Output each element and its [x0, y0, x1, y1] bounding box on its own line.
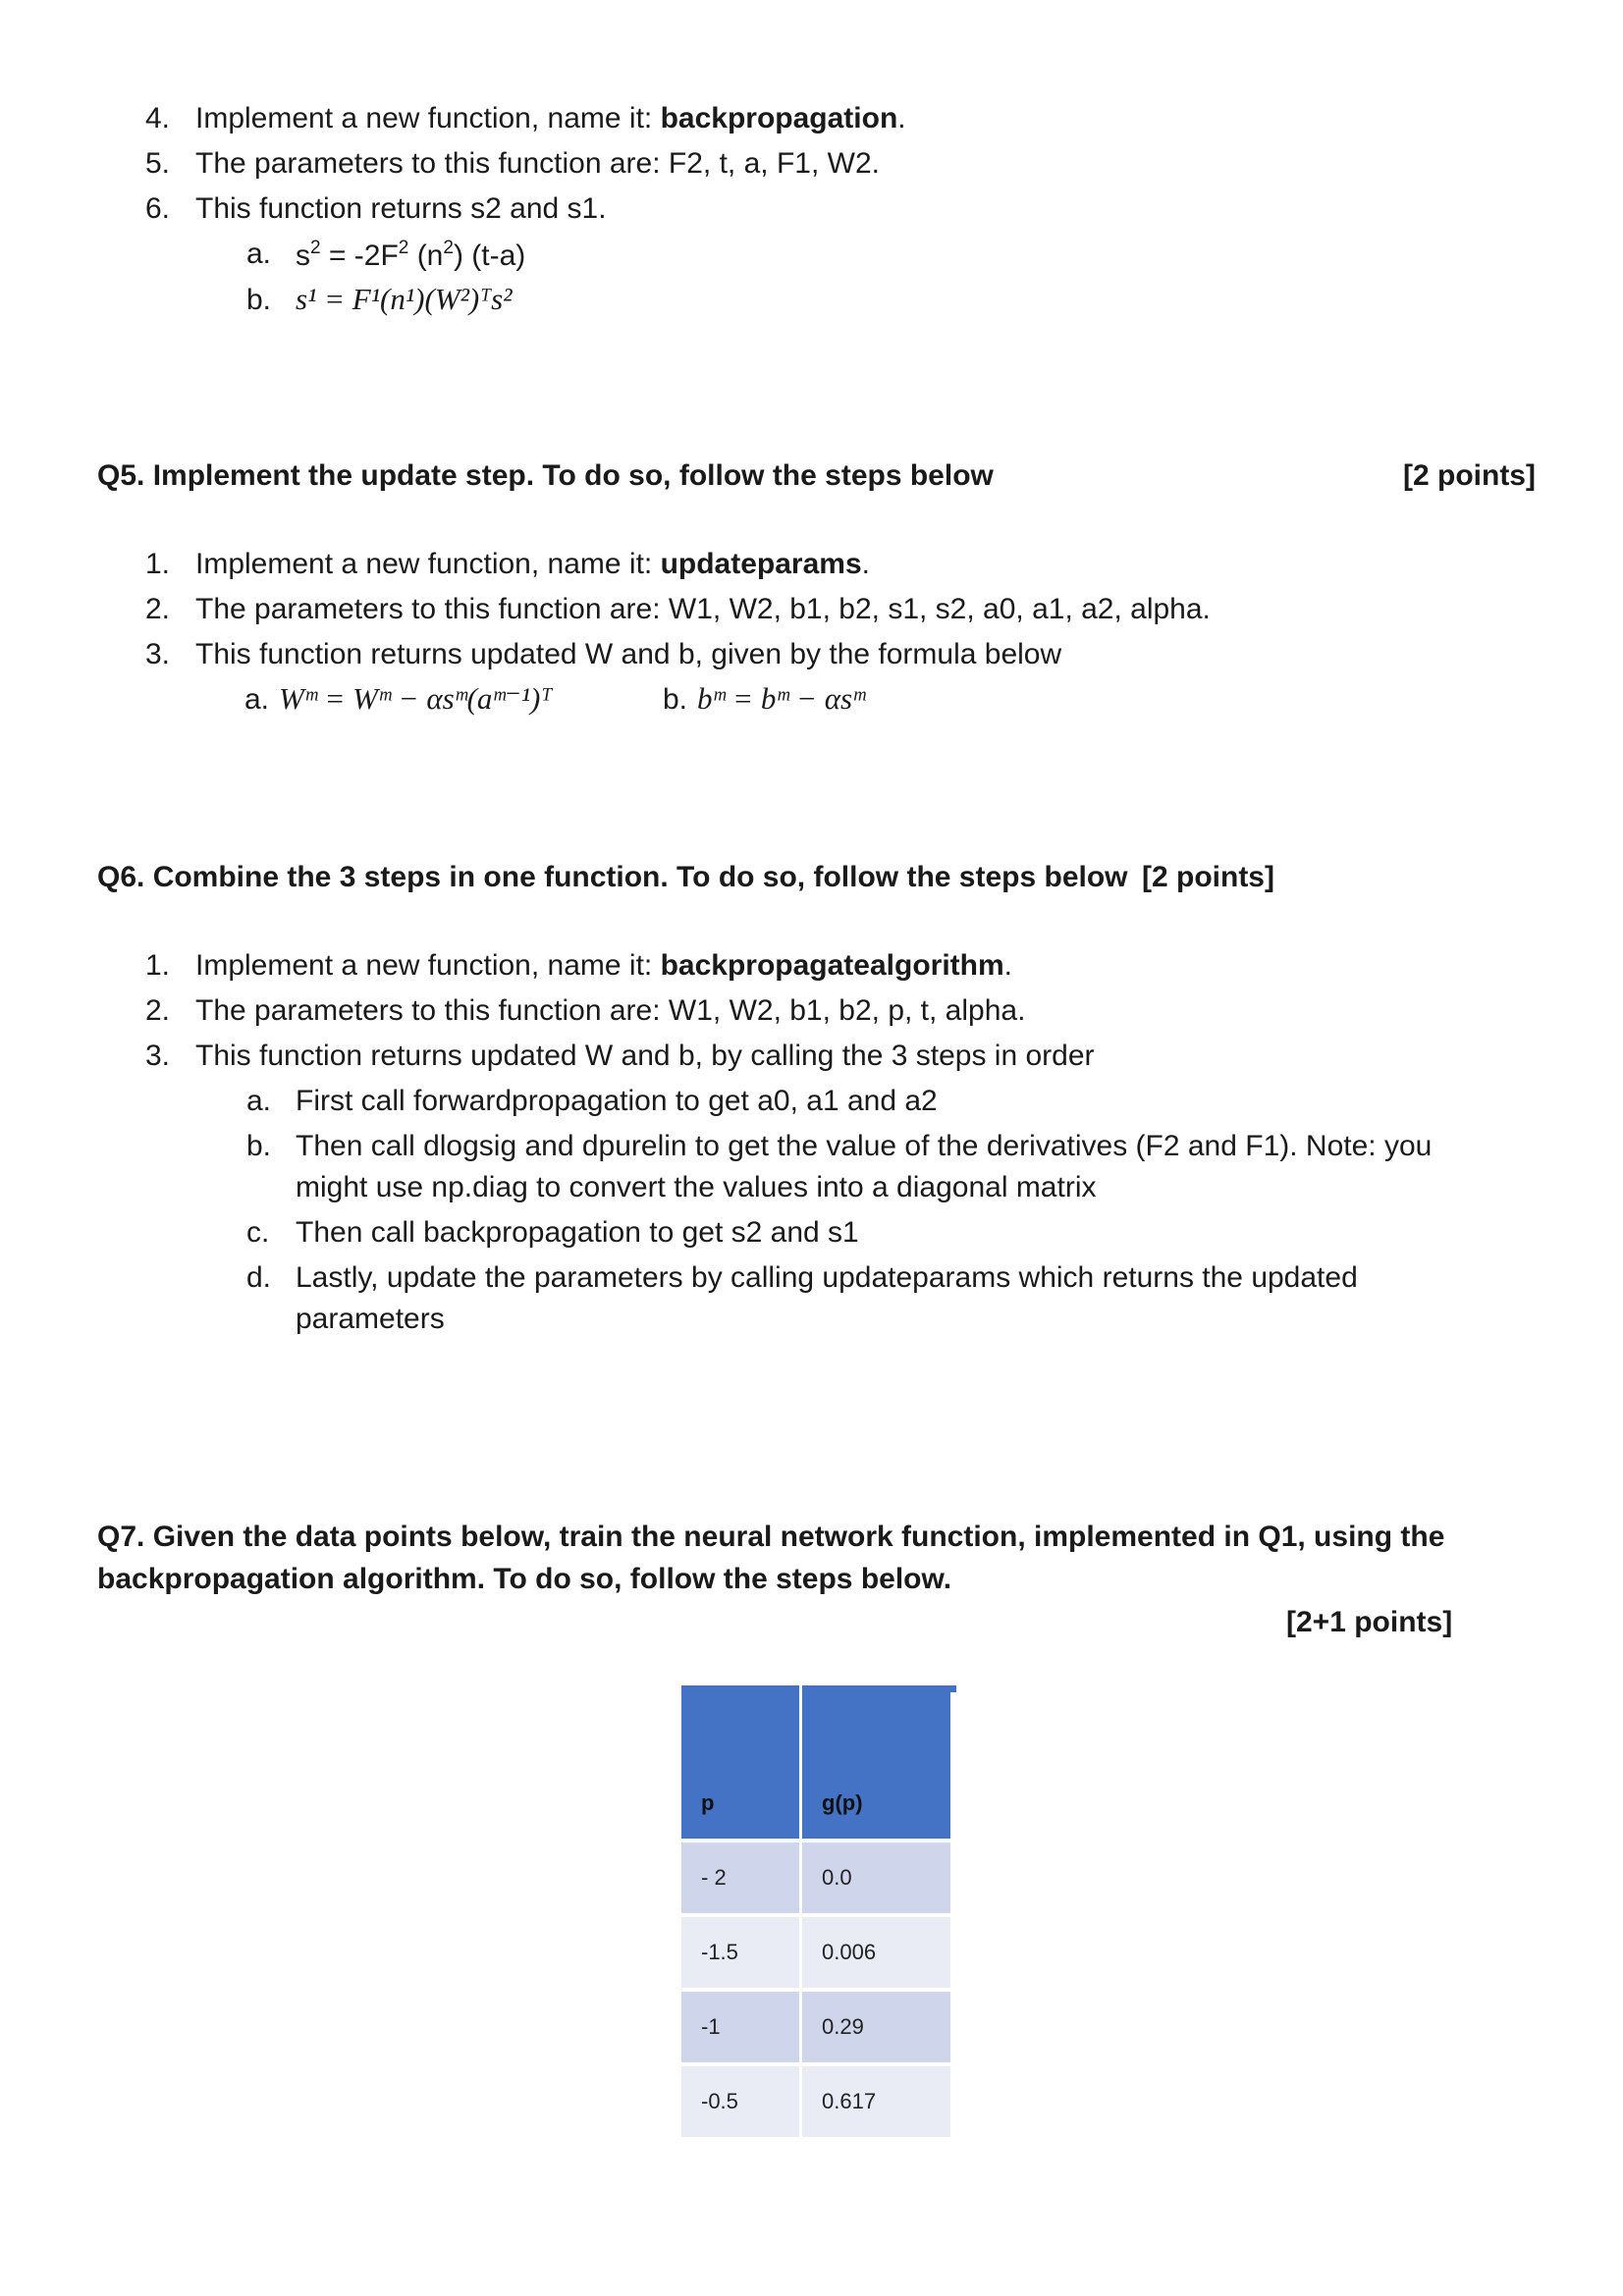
table-row	[681, 1842, 950, 1917]
data-table	[681, 1685, 950, 2141]
q6-points: [2 points]	[1142, 861, 1274, 893]
sub-item: Then call dlogsig and dpurelin to get the value of the derivatives (F2 and F1). Note: you	[296, 1130, 1433, 1162]
formula-part: s	[296, 240, 310, 272]
q5-points: [2 points]	[1403, 459, 1536, 492]
formula-w-update: Wᵐ = Wᵐ − αsᵐ(aᵐ⁻¹)ᵀ	[279, 681, 553, 716]
table-header-row	[681, 1768, 950, 1842]
q7-heading-line2: backpropagation algorithm. To do so, follow the steps below.	[97, 1563, 952, 1595]
list-number: 3.	[144, 638, 170, 670]
formula-part: (n	[408, 240, 444, 272]
formula-part: ) (t-a)	[453, 240, 526, 272]
item-text: Implement a new function, name it:	[195, 548, 661, 580]
item-text-end: .	[897, 102, 906, 134]
table-row	[681, 1992, 950, 2066]
cell-p: -1.5	[681, 1917, 802, 1992]
function-name: backpropagation	[660, 102, 898, 134]
list-item: The parameters to this function are: W1, W2, b1, b2, s1, s2, a0, a1, a2, alpha.	[195, 593, 1211, 625]
q6-heading: Q6. Combine the 3 steps in one function. To do so, follow the steps below	[97, 861, 1128, 893]
list-item: The parameters to this function are: W1, W2, b1, b2, p, t, alpha.	[195, 994, 1026, 1027]
sub-letter: b.	[663, 683, 688, 716]
function-name: backpropagatealgorithm	[660, 949, 1004, 982]
item-text: Implement a new function, name it:	[195, 949, 661, 982]
sub-item: First call forwardpropagation to get a0, a1 and a2	[296, 1085, 938, 1117]
q7-points: [2+1 points]	[1286, 1606, 1453, 1638]
item-text-end: .	[1003, 949, 1012, 982]
column-header-p: p	[681, 1768, 802, 1842]
item-text-end: .	[861, 548, 870, 580]
list-number: 6.	[144, 192, 170, 225]
list-number: 2.	[144, 994, 170, 1027]
sub-item-continued: might use np.diag to convert the values into a diagonal matrix	[296, 1171, 1097, 1203]
formula-s2	[296, 238, 525, 273]
cell-gp: 0.617	[802, 2066, 950, 2141]
cell-gp: 0.29	[802, 1992, 950, 2066]
item-text: Implement a new function, name it:	[195, 102, 661, 134]
list-item	[195, 102, 906, 135]
sub-letter: a.	[246, 1085, 272, 1117]
sub-letter: c.	[246, 1216, 270, 1249]
table-row	[681, 1917, 950, 1992]
cell-gp: 0.006	[802, 1917, 950, 1992]
function-name: updateparams	[660, 548, 862, 580]
column-header-gp: g(p)	[802, 1768, 950, 1842]
formula-s1: s¹ = F¹(n¹)(W²)ᵀs²	[296, 282, 513, 316]
header-spacer-cell	[802, 1685, 950, 1768]
list-item	[195, 548, 870, 581]
table-header-spacer	[681, 1685, 950, 1768]
sub-letter: a.	[246, 238, 272, 270]
list-number: 3.	[144, 1040, 170, 1072]
cell-p: - 2	[681, 1842, 802, 1917]
q7-heading-line1: Q7. Given the data points below, train the neural network function, implemented in Q1, using the	[97, 1521, 1445, 1553]
sub-item: Lastly, update the parameters by calling updateparams which returns the updated	[296, 1261, 1358, 1294]
formula-b-update: bᵐ = bᵐ − αsᵐ	[697, 681, 865, 716]
list-item: This function returns updated W and b, given by the formula below	[195, 638, 1062, 670]
list-number: 2.	[144, 593, 170, 625]
list-number: 1.	[144, 949, 170, 982]
list-number: 5.	[144, 147, 170, 180]
sub-letter: b.	[246, 284, 272, 316]
q5-heading: Q5. Implement the update step. To do so, follow the steps below	[97, 459, 994, 492]
sub-letter: d.	[246, 1261, 272, 1294]
sub-letter: a.	[244, 683, 270, 716]
list-item: This function returns updated W and b, by calling the 3 steps in order	[195, 1040, 1095, 1072]
cell-p: -0.5	[681, 2066, 802, 2141]
formula-sup: 2	[443, 238, 454, 258]
list-item	[195, 949, 1012, 983]
sub-item-continued: parameters	[296, 1303, 445, 1335]
cell-gp: 0.0	[802, 1842, 950, 1917]
cell-p: -1	[681, 1992, 802, 2066]
list-number: 4.	[144, 102, 170, 134]
list-number: 1.	[144, 548, 170, 580]
list-item: The parameters to this function are: F2, t, a, F1, W2.	[195, 147, 880, 180]
table-row	[681, 2066, 950, 2141]
formula-sup: 2	[310, 238, 321, 258]
sub-item: Then call backpropagation to get s2 and s1	[296, 1216, 859, 1249]
formula-part: = -2F	[320, 240, 399, 272]
list-item: This function returns s2 and s1.	[195, 192, 607, 225]
formula-sup: 2	[398, 238, 409, 258]
sub-letter: b.	[246, 1130, 272, 1162]
header-spacer-cell	[681, 1685, 802, 1768]
